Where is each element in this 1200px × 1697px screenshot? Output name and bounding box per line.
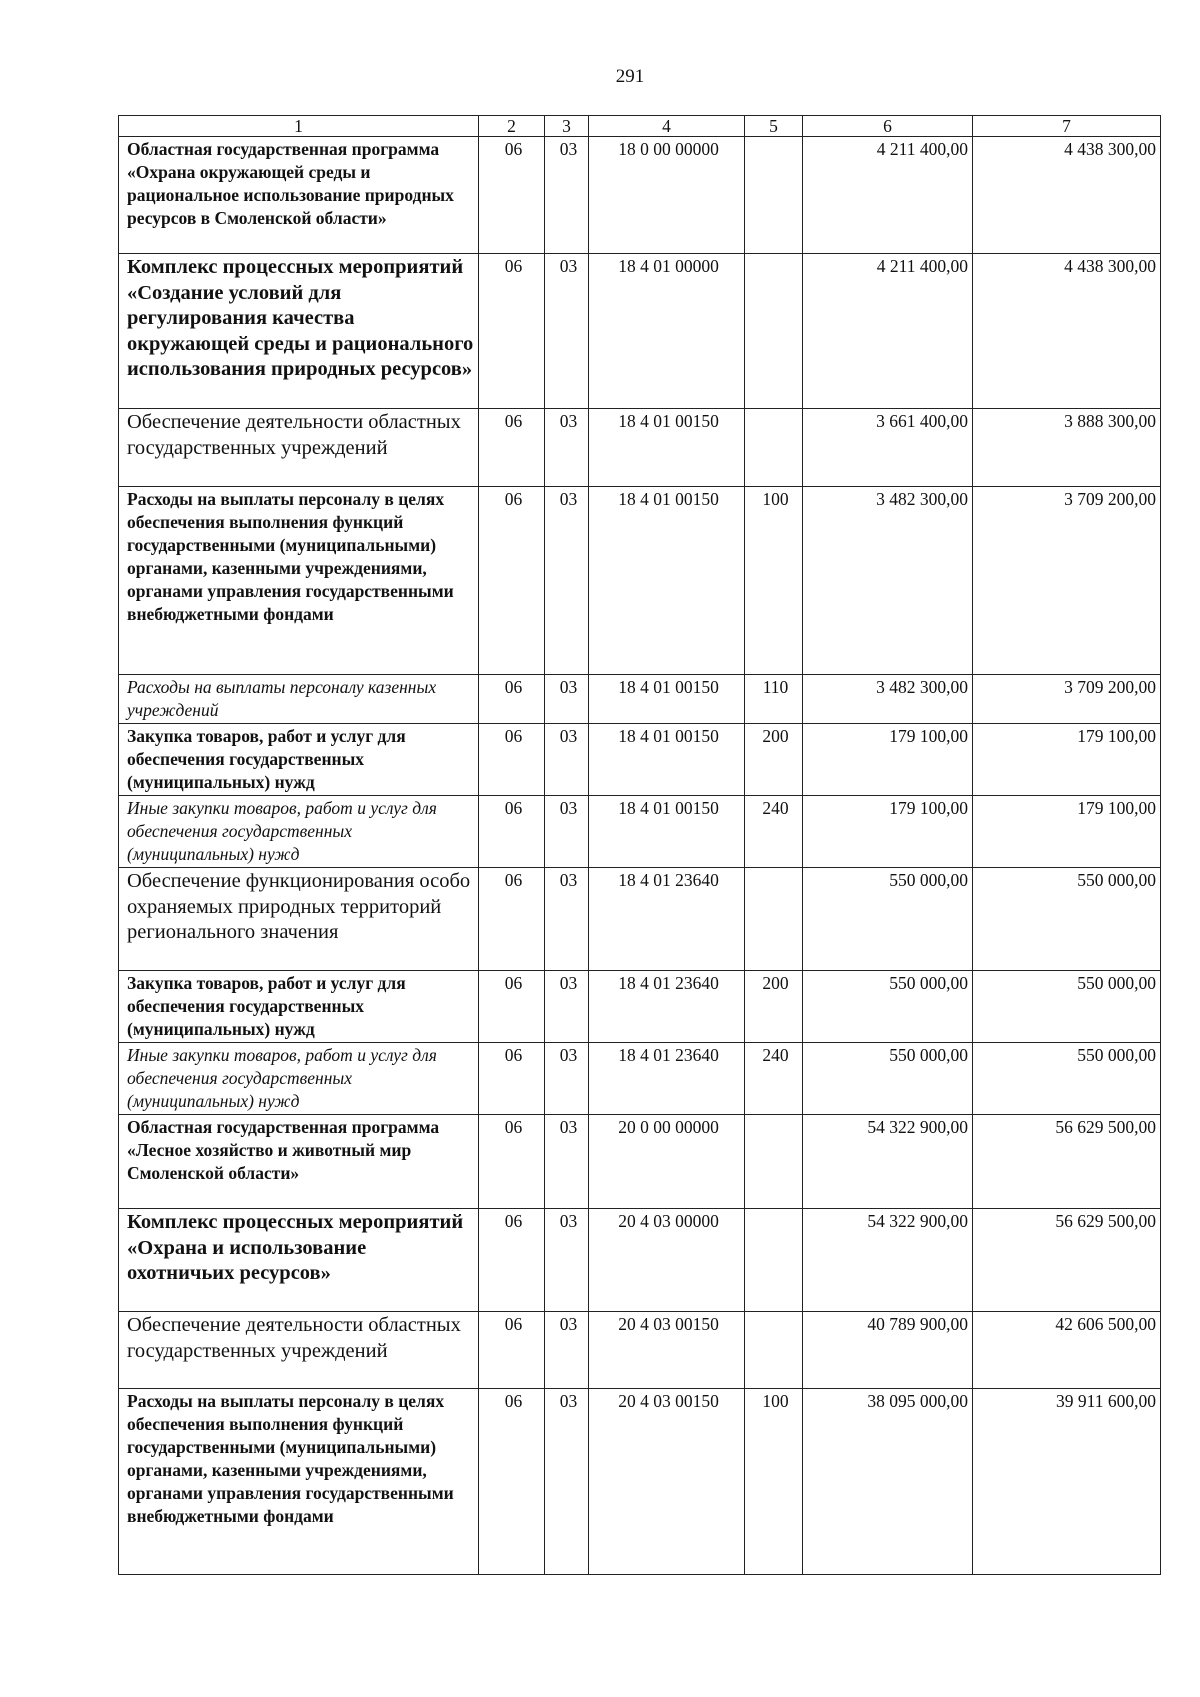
amount-col7-cell: 3 709 200,00 [973,675,1161,724]
row-name-cell: Областная государственная программа «Охрана окружающей среды и рациональное использование природных ресурсов в Смоленской области» [119,137,479,254]
expense-type-cell: 200 [745,971,803,1043]
subsection-code-cell: 03 [545,796,589,868]
header-cell: 5 [745,116,803,137]
target-article-cell: 18 4 01 00000 [589,254,745,409]
section-code-cell: 06 [479,487,545,675]
target-article-cell: 18 4 01 00150 [589,724,745,796]
row-name-cell: Комплекс процессных мероприятий «Создание условий для регулирования качества окружающей среды и рационального использования природных ресурсов» [119,254,479,409]
target-article-cell: 18 0 00 00000 [589,137,745,254]
budget-table [118,115,1161,1575]
section-code-cell: 06 [479,137,545,254]
row-name-cell: Иные закупки товаров, работ и услуг для обеспечения государственных (муниципальных) нужд [119,1043,479,1115]
header-cell: 2 [479,116,545,137]
amount-col6-cell: 38 095 000,00 [803,1389,973,1575]
amount-col7-cell: 179 100,00 [973,724,1161,796]
table-row [119,1043,1161,1115]
table-row [119,254,1161,409]
subsection-code-cell: 03 [545,868,589,971]
row-name-cell: Расходы на выплаты персоналу в целях обеспечения выполнения функций государственными (муниципальными) органами, казенными учреждениями, органами управления государственными внебюджетными фондами [119,1389,479,1575]
amount-col6-cell: 3 482 300,00 [803,487,973,675]
target-article-cell: 18 4 01 00150 [589,487,745,675]
section-code-cell: 06 [479,1389,545,1575]
section-code-cell: 06 [479,1312,545,1389]
expense-type-cell: 200 [745,724,803,796]
table-row [119,1312,1161,1389]
table-row [119,971,1161,1043]
subsection-code-cell: 03 [545,1209,589,1312]
amount-col7-cell: 56 629 500,00 [973,1115,1161,1209]
table-row [119,868,1161,971]
expense-type-cell: 100 [745,1389,803,1575]
table-row [119,1389,1161,1575]
section-code-cell: 06 [479,409,545,487]
row-name-cell: Иные закупки товаров, работ и услуг для обеспечения государственных (муниципальных) нужд [119,796,479,868]
target-article-cell: 18 4 01 23640 [589,1043,745,1115]
section-code-cell: 06 [479,971,545,1043]
amount-col7-cell: 4 438 300,00 [973,137,1161,254]
amount-col6-cell: 550 000,00 [803,1043,973,1115]
expense-type-cell [745,254,803,409]
amount-col7-cell: 56 629 500,00 [973,1209,1161,1312]
target-article-cell: 18 4 01 23640 [589,971,745,1043]
expense-type-cell [745,1312,803,1389]
row-name-cell: Обеспечение деятельности областных государственных учреждений [119,1312,479,1389]
expense-type-cell: 110 [745,675,803,724]
subsection-code-cell: 03 [545,675,589,724]
row-name-cell: Обеспечение функционирования особо охраняемых природных территорий регионального значения [119,868,479,971]
expense-type-cell: 240 [745,1043,803,1115]
target-article-cell: 18 4 01 00150 [589,675,745,724]
target-article-cell: 20 0 00 00000 [589,1115,745,1209]
subsection-code-cell: 03 [545,137,589,254]
table-row [119,487,1161,675]
row-name-cell: Обеспечение деятельности областных государственных учреждений [119,409,479,487]
page-number: 291 [615,66,645,87]
amount-col7-cell: 550 000,00 [973,971,1161,1043]
amount-col7-cell: 550 000,00 [973,868,1161,971]
target-article-cell: 18 4 01 23640 [589,868,745,971]
row-name-cell: Расходы на выплаты персоналу в целях обеспечения выполнения функций государственными (муниципальными) органами, казенными учреждениями, органами управления государственными внебюджетными фондами [119,487,479,675]
amount-col6-cell: 4 211 400,00 [803,137,973,254]
subsection-code-cell: 03 [545,1389,589,1575]
subsection-code-cell: 03 [545,254,589,409]
expense-type-cell [745,137,803,254]
header-cell: 1 [119,116,479,137]
amount-col7-cell: 4 438 300,00 [973,254,1161,409]
amount-col7-cell: 550 000,00 [973,1043,1161,1115]
target-article-cell: 18 4 01 00150 [589,796,745,868]
expense-type-cell: 240 [745,796,803,868]
amount-col7-cell: 3 709 200,00 [973,487,1161,675]
amount-col6-cell: 550 000,00 [803,971,973,1043]
row-name-cell: Закупка товаров, работ и услуг для обеспечения государственных (муниципальных) нужд [119,971,479,1043]
subsection-code-cell: 03 [545,409,589,487]
table-row [119,1115,1161,1209]
expense-type-cell [745,409,803,487]
section-code-cell: 06 [479,254,545,409]
row-name-cell: Расходы на выплаты персоналу казенных учреждений [119,675,479,724]
expense-type-cell [745,1115,803,1209]
amount-col6-cell: 40 789 900,00 [803,1312,973,1389]
target-article-cell: 20 4 03 00150 [589,1312,745,1389]
table-row [119,1209,1161,1312]
table-row [119,675,1161,724]
table-row [119,137,1161,254]
subsection-code-cell: 03 [545,1115,589,1209]
amount-col6-cell: 179 100,00 [803,724,973,796]
subsection-code-cell: 03 [545,971,589,1043]
target-article-cell: 18 4 01 00150 [589,409,745,487]
amount-col7-cell: 3 888 300,00 [973,409,1161,487]
subsection-code-cell: 03 [545,724,589,796]
row-name-cell: Областная государственная программа «Лесное хозяйство и животный мир Смоленской области» [119,1115,479,1209]
header-cell: 7 [973,116,1161,137]
amount-col6-cell: 550 000,00 [803,868,973,971]
table-row [119,796,1161,868]
amount-col6-cell: 54 322 900,00 [803,1209,973,1312]
header-cell: 6 [803,116,973,137]
amount-col7-cell: 42 606 500,00 [973,1312,1161,1389]
subsection-code-cell: 03 [545,1312,589,1389]
amount-col6-cell: 3 661 400,00 [803,409,973,487]
section-code-cell: 06 [479,1043,545,1115]
expense-type-cell [745,1209,803,1312]
row-name-cell: Закупка товаров, работ и услуг для обеспечения государственных (муниципальных) нужд [119,724,479,796]
amount-col6-cell: 3 482 300,00 [803,675,973,724]
expense-type-cell: 100 [745,487,803,675]
target-article-cell: 20 4 03 00150 [589,1389,745,1575]
amount-col7-cell: 39 911 600,00 [973,1389,1161,1575]
table-body [119,116,1161,1575]
section-code-cell: 06 [479,1115,545,1209]
subsection-code-cell: 03 [545,487,589,675]
amount-col7-cell: 179 100,00 [973,796,1161,868]
expense-type-cell [745,868,803,971]
header-cell: 4 [589,116,745,137]
table-row [119,409,1161,487]
section-code-cell: 06 [479,675,545,724]
section-code-cell: 06 [479,868,545,971]
section-code-cell: 06 [479,1209,545,1312]
header-cell: 3 [545,116,589,137]
target-article-cell: 20 4 03 00000 [589,1209,745,1312]
section-code-cell: 06 [479,796,545,868]
row-name-cell: Комплекс процессных мероприятий «Охрана и использование охотничьих ресурсов» [119,1209,479,1312]
amount-col6-cell: 4 211 400,00 [803,254,973,409]
section-code-cell: 06 [479,724,545,796]
table-row [119,724,1161,796]
amount-col6-cell: 54 322 900,00 [803,1115,973,1209]
amount-col6-cell: 179 100,00 [803,796,973,868]
subsection-code-cell: 03 [545,1043,589,1115]
header-row [119,116,1161,137]
